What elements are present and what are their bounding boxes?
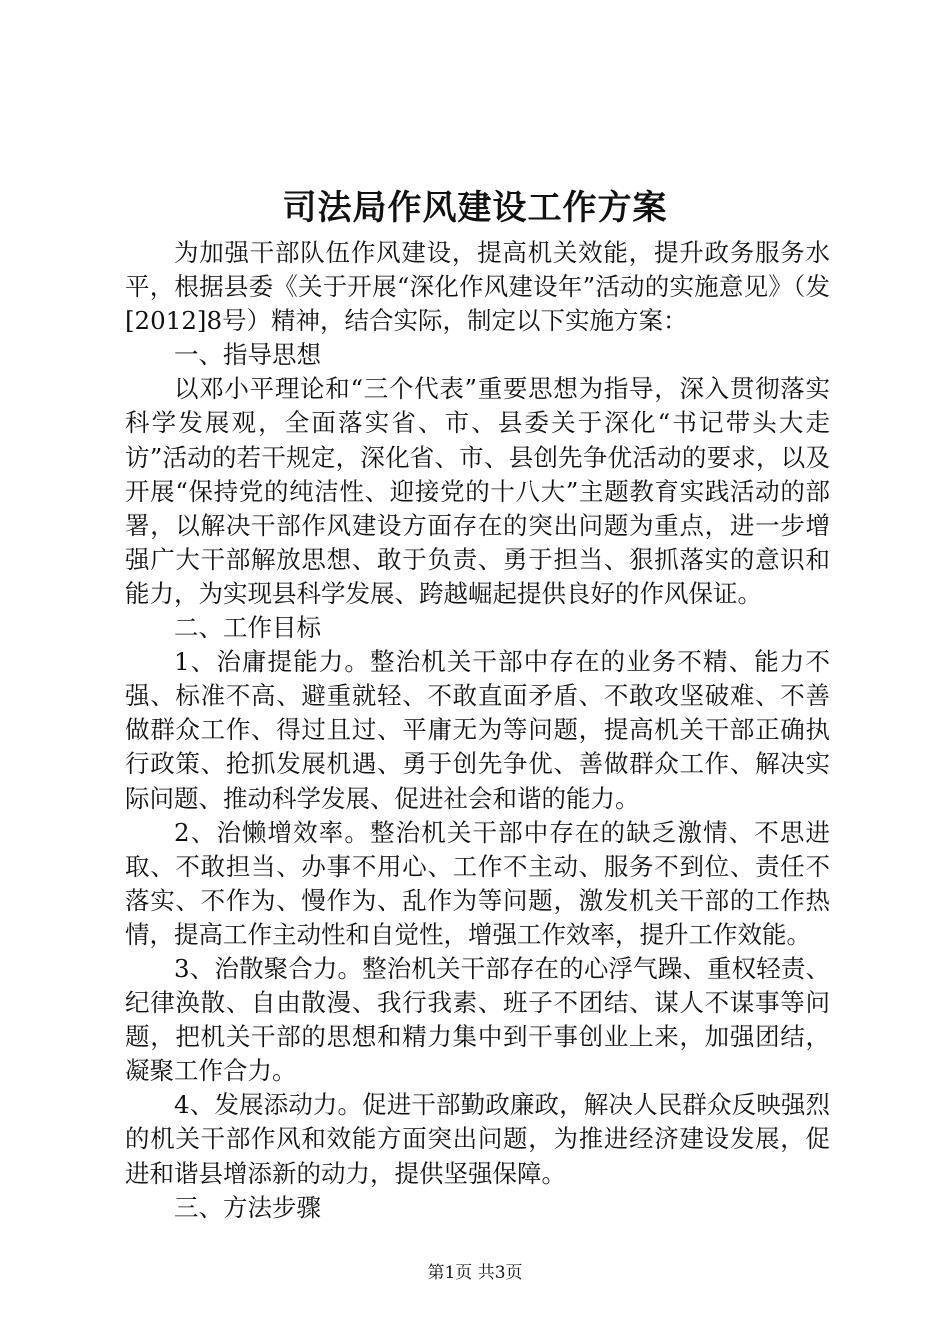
section-heading-work-goals: 二、工作目标	[174, 613, 321, 643]
intro-paragraph: 为加强干部队伍作风建设，提高机关效能，提升政务服务水平，根据县委《关于开展“深化作风建设年”活动的实施意见》（发[2012]8号）精神，结合实际，制定以下实施方案：	[125, 238, 830, 336]
guiding-ideology-paragraph: 以邓小平理论和“三个代表”重要思想为指导，深入贯彻落实科学发展观，全面落实省、市、县委关于深化“书记带头大走访”活动的若干规定，深化省、市、县创先争优活动的要求，以及开展“保持党的纯洁性、迎接党的十八大”主题教育实践活动的部署，以解决干部作风建设方面存在的突出问题为重点，进一步增强广大干部解放思想、敢于负责、勇于担当、狠抓落实的意识和能力，为实现县科学发展、跨越崛起提供良好的作风保证。	[125, 374, 830, 608]
goal-paragraph-2: 2、治懒增效率。整治机关干部中存在的缺乏激情、不思进取、不敢担当、办事不用心、工作不主动、服务不到位、责任不落实、不作为、慢作为、乱作为等问题，激发机关干部的工作热情，提高工作主动性和自觉性，增强工作效率，提升工作效能。	[125, 817, 830, 949]
goal-paragraph-3: 3、治散聚合力。整治机关干部存在的心浮气躁、重权轻责、纪律涣散、自由散漫、我行我素、班子不团结、谋人不谋事等问题，把机关干部的思想和精力集中到干事创业上来，加强团结，凝聚工作合力。	[125, 953, 830, 1086]
section-heading-methods-steps: 三、方法步骤	[174, 1192, 321, 1222]
document-body	[125, 236, 830, 1225]
goal-paragraph-4: 4、发展添动力。促进干部勤政廉政，解决人民群众反映强烈的机关干部作风和效能方面突出问题，为推进经济建设发展，促进和谐县增添新的动力，提供坚强保障。	[125, 1090, 830, 1188]
section-heading-guiding-ideology: 一、指导思想	[174, 340, 321, 370]
goal-paragraph-1: 1、治庸提能力。整治机关干部中存在的业务不精、能力不强、标准不高、避重就轻、不敢直面矛盾、不敢攻坚破难、不善做群众工作、得过且过、平庸无为等问题，提高机关干部正确执行政策、抢抓发展机遇、勇于创先争优、善做群众工作、解决实际问题、推动科学发展、促进社会和谐的能力。	[125, 647, 830, 813]
document-title: 司法局作风建设工作方案	[282, 188, 668, 228]
page-footer: 第1页 共3页	[427, 1263, 523, 1283]
